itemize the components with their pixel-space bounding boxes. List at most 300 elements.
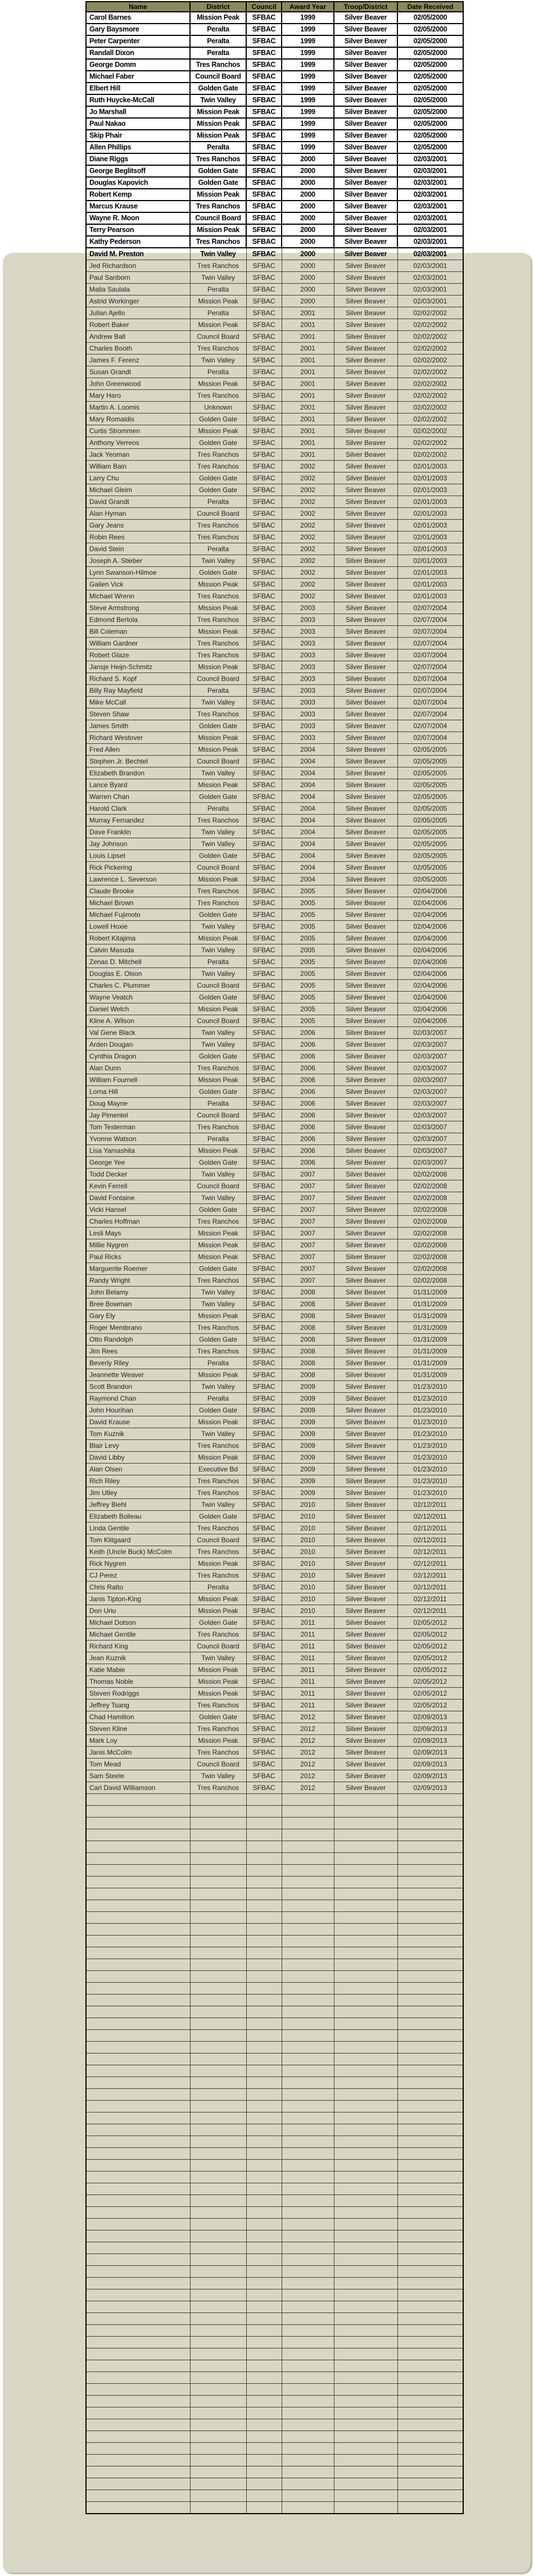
name-cell: Carol Barnes [86,12,190,24]
date-received-cell [397,2148,463,2160]
name-cell [86,2478,190,2490]
troop-district-cell: Silver Beaver [334,355,397,366]
troop-district-cell: Silver Beaver [334,1357,397,1369]
date-received-cell: 01/23/2010 [397,1428,463,1440]
table-row [86,1098,463,1110]
district-cell: Council Board [190,862,246,874]
council-cell [246,2431,282,2443]
date-received-cell: 02/05/2005 [397,815,463,826]
troop-district-cell: Silver Beaver [334,980,397,992]
council-cell [246,2348,282,2360]
name-cell: Paul Nakao [86,118,190,130]
district-cell: Golden Gate [190,1204,246,1216]
name-cell [86,2443,190,2455]
award-year-cell: 2000 [282,201,334,212]
council-cell: SFBAC [246,1759,282,1770]
date-received-cell: 02/03/2007 [397,1027,463,1039]
table-row [86,319,463,331]
name-cell: Don Uriu [86,1605,190,1617]
table-row [86,1169,463,1180]
column-header-district: District [190,2,246,12]
award-year-cell: 2001 [282,366,334,378]
award-year-cell: 2012 [282,1759,334,1770]
district-cell [190,1818,246,1829]
district-cell: Twin Valley [190,1039,246,1051]
council-cell: SFBAC [246,94,282,106]
troop-district-cell: Silver Beaver [334,1251,397,1263]
troop-district-cell [334,2207,397,2219]
award-year-cell [282,1853,334,1865]
council-cell: SFBAC [246,1546,282,1558]
date-received-cell: 02/05/2000 [397,59,463,71]
council-cell: SFBAC [246,296,282,307]
table-row [86,1735,463,1747]
date-received-cell [397,2490,463,2502]
district-cell: Tres Ranchos [190,531,246,543]
troop-district-cell [334,2478,397,2490]
council-cell: SFBAC [246,461,282,473]
council-cell: SFBAC [246,826,282,838]
empty-row [86,2219,463,2230]
table-row [86,1617,463,1629]
name-cell [86,2124,190,2136]
date-received-cell: 02/02/2002 [397,390,463,402]
date-received-cell: 02/05/2012 [397,1664,463,1676]
district-cell [190,2266,246,2278]
council-cell [246,1794,282,1806]
council-cell [246,2018,282,2030]
award-year-cell [282,1794,334,1806]
award-year-cell: 2006 [282,1145,334,1157]
date-received-cell: 02/05/2005 [397,744,463,756]
troop-district-cell [334,2195,397,2207]
date-received-cell: 02/07/2004 [397,673,463,685]
date-received-cell: 02/02/2008 [397,1204,463,1216]
troop-district-cell: Silver Beaver [334,862,397,874]
name-cell: Thomas Noble [86,1676,190,1688]
award-year-cell: 2001 [282,414,334,425]
district-cell: Council Board [190,673,246,685]
troop-district-cell [334,1794,397,1806]
name-cell: Janis McColm [86,1747,190,1759]
column-header-troop-district: Troop/District [334,2,397,12]
award-year-cell: 2005 [282,933,334,944]
troop-district-cell: Silver Beaver [334,236,397,248]
name-cell [86,1936,190,1947]
date-received-cell [397,2195,463,2207]
name-cell: Paul Sanborn [86,272,190,284]
troop-district-cell: Silver Beaver [334,685,397,697]
troop-district-cell [334,1912,397,1924]
date-received-cell: 02/03/2007 [397,1157,463,1169]
troop-district-cell: Silver Beaver [334,992,397,1003]
troop-district-cell: Silver Beaver [334,94,397,106]
name-cell: Bree Bowman [86,1298,190,1310]
council-cell: SFBAC [246,885,282,897]
district-cell [190,2207,246,2219]
award-year-cell: 2005 [282,968,334,980]
district-cell: Tres Ranchos [190,885,246,897]
district-cell [190,2101,246,2112]
council-cell: SFBAC [246,1369,282,1381]
name-cell: Beverly Riley [86,1357,190,1369]
name-cell: Harold Clark [86,803,190,815]
name-cell [86,2065,190,2077]
troop-district-cell: Silver Beaver [334,897,397,909]
name-cell [86,2077,190,2089]
name-cell: Robert Kemp [86,189,190,201]
district-cell: Tres Ranchos [190,708,246,720]
troop-district-cell [334,2101,397,2112]
award-year-cell: 2007 [282,1263,334,1275]
date-received-cell: 02/04/2006 [397,1003,463,1015]
empty-row [86,2396,463,2407]
date-received-cell: 02/03/2001 [397,236,463,248]
name-cell: John Belamy [86,1287,190,1298]
date-received-cell [397,2160,463,2171]
empty-row [86,1912,463,1924]
council-cell: SFBAC [246,1062,282,1074]
table-row [86,661,463,673]
troop-district-cell [334,2360,397,2372]
council-cell: SFBAC [246,1570,282,1582]
table-row [86,520,463,531]
council-cell: SFBAC [246,1558,282,1570]
council-cell: SFBAC [246,1605,282,1617]
table-row [86,1688,463,1700]
council-cell: SFBAC [246,1157,282,1169]
award-year-cell: 2004 [282,803,334,815]
name-cell: Susan Grandt [86,366,190,378]
award-year-cell [282,1971,334,1983]
award-year-cell: 1999 [282,71,334,83]
award-year-cell: 2002 [282,590,334,602]
council-cell: SFBAC [246,1180,282,1192]
district-cell: Council Board [190,1015,246,1027]
award-year-cell: 2006 [282,1086,334,1098]
date-received-cell: 02/12/2011 [397,1534,463,1546]
council-cell [246,2502,282,2514]
name-cell: Otto Randolph [86,1334,190,1346]
council-cell [246,2124,282,2136]
award-year-cell: 2010 [282,1534,334,1546]
award-year-cell [282,2136,334,2148]
district-cell [190,1995,246,2006]
name-cell [86,2183,190,2195]
empty-row [86,2124,463,2136]
name-cell: Millie Nygren [86,1239,190,1251]
award-year-cell [282,2502,334,2514]
district-cell: Council Board [190,212,246,224]
troop-district-cell: Silver Beaver [334,815,397,826]
name-cell [86,2195,190,2207]
name-cell: Jim Utley [86,1487,190,1499]
award-year-cell: 2002 [282,508,334,520]
district-cell: Tres Ranchos [190,1121,246,1133]
council-cell: SFBAC [246,756,282,767]
table-row [86,449,463,461]
table-row [86,212,463,224]
district-cell [190,2490,246,2502]
council-cell: SFBAC [246,1145,282,1157]
district-cell: Tres Ranchos [190,1216,246,1228]
date-received-cell: 01/31/2009 [397,1369,463,1381]
date-received-cell [397,1924,463,1936]
district-cell: Peralta [190,1133,246,1145]
district-cell: Golden Gate [190,484,246,496]
troop-district-cell: Silver Beaver [334,35,397,47]
name-cell [86,1794,190,1806]
date-received-cell: 02/01/2003 [397,461,463,473]
table-row [86,1570,463,1582]
name-cell: Scott Brandon [86,1381,190,1393]
council-cell [246,2360,282,2372]
date-received-cell: 02/03/2001 [397,272,463,284]
table-row [86,992,463,1003]
troop-district-cell: Silver Beaver [334,473,397,484]
date-received-cell: 02/05/2000 [397,12,463,24]
troop-district-cell: Silver Beaver [334,1558,397,1570]
empty-row [86,2195,463,2207]
date-received-cell [397,2065,463,2077]
name-cell [86,1924,190,1936]
council-cell [246,2171,282,2183]
date-received-cell: 02/03/2001 [397,212,463,224]
district-cell [190,2502,246,2514]
date-received-cell: 02/07/2004 [397,661,463,673]
award-year-cell [282,2042,334,2053]
council-cell: SFBAC [246,142,282,153]
troop-district-cell [334,1865,397,1877]
troop-district-cell [334,2301,397,2313]
date-received-cell [397,2124,463,2136]
name-cell: Michael Wrenn [86,590,190,602]
council-cell: SFBAC [246,638,282,649]
name-cell: Tom Kuznik [86,1428,190,1440]
troop-district-cell: Silver Beaver [334,1015,397,1027]
date-received-cell: 02/02/2002 [397,366,463,378]
date-received-cell: 02/12/2011 [397,1593,463,1605]
council-cell: SFBAC [246,212,282,224]
troop-district-cell [334,1900,397,1912]
table-row [86,1145,463,1157]
council-cell: SFBAC [246,1251,282,1263]
council-cell: SFBAC [246,1216,282,1228]
district-cell: Twin Valley [190,1652,246,1664]
troop-district-cell: Silver Beaver [334,1098,397,1110]
district-cell: Mission Peak [190,130,246,142]
troop-district-cell [334,2219,397,2230]
district-cell: Twin Valley [190,1298,246,1310]
award-year-cell: 2011 [282,1664,334,1676]
award-year-cell: 2003 [282,638,334,649]
council-cell [246,2065,282,2077]
table-row [86,296,463,307]
award-year-cell: 2004 [282,838,334,850]
council-cell: SFBAC [246,355,282,366]
name-cell: Rich Riley [86,1475,190,1487]
council-cell [246,2053,282,2065]
date-received-cell: 02/05/2012 [397,1617,463,1629]
table-row [86,1676,463,1688]
district-cell [190,2466,246,2478]
council-cell [246,1841,282,1853]
name-cell: Kevin Ferrell [86,1180,190,1192]
district-cell: Peralta [190,1098,246,1110]
council-cell: SFBAC [246,862,282,874]
award-year-cell [282,2030,334,2042]
award-year-cell: 2011 [282,1641,334,1652]
award-year-cell [282,2112,334,2124]
date-received-cell: 02/03/2007 [397,1074,463,1086]
district-cell: Golden Gate [190,1086,246,1098]
awards-table [85,1,464,2514]
district-cell: Mission Peak [190,1735,246,1747]
council-cell: SFBAC [246,1381,282,1393]
date-received-cell: 02/03/2007 [397,1086,463,1098]
troop-district-cell [334,1936,397,1947]
date-received-cell [397,2455,463,2466]
award-year-cell: 2003 [282,661,334,673]
empty-row [86,2502,463,2514]
council-cell: SFBAC [246,1499,282,1511]
table-row [86,1452,463,1464]
district-cell: Tres Ranchos [190,1275,246,1287]
award-year-cell: 2004 [282,826,334,838]
district-cell [190,2337,246,2348]
district-cell: Mission Peak [190,1593,246,1605]
district-cell: Tres Ranchos [190,390,246,402]
district-cell: Golden Gate [190,1405,246,1416]
award-year-cell [282,1888,334,1900]
troop-district-cell: Silver Beaver [334,106,397,118]
award-year-cell: 2007 [282,1228,334,1239]
name-cell [86,1983,190,1995]
date-received-cell: 02/05/2012 [397,1688,463,1700]
name-cell [86,2419,190,2431]
table-row [86,626,463,638]
date-received-cell: 02/09/2013 [397,1735,463,1747]
date-received-cell: 02/03/2007 [397,1121,463,1133]
district-cell: Golden Gate [190,992,246,1003]
award-year-cell: 2005 [282,885,334,897]
date-received-cell [397,2372,463,2384]
name-cell: James F. Ferenz [86,355,190,366]
troop-district-cell: Silver Beaver [334,1275,397,1287]
name-cell: John Greenwood [86,378,190,390]
district-cell: Golden Gate [190,473,246,484]
district-cell [190,1853,246,1865]
table-row [86,1605,463,1617]
name-cell: Andrew Ball [86,331,190,343]
troop-district-cell: Silver Beaver [334,1405,397,1416]
council-cell: SFBAC [246,1405,282,1416]
council-cell [246,2219,282,2230]
district-cell: Peralta [190,47,246,59]
troop-district-cell: Silver Beaver [334,496,397,508]
award-year-cell: 2012 [282,1735,334,1747]
empty-row [86,1924,463,1936]
district-cell: Twin Valley [190,1428,246,1440]
table-row [86,826,463,838]
name-cell [86,2230,190,2242]
district-cell: Tres Ranchos [190,461,246,473]
council-cell: SFBAC [246,425,282,437]
council-cell: SFBAC [246,708,282,720]
column-header-date-received: Date Received [397,2,463,12]
award-year-cell: 2006 [282,1133,334,1145]
award-year-cell: 2005 [282,921,334,933]
table-row [86,1051,463,1062]
council-cell [246,2278,282,2289]
date-received-cell: 02/02/2002 [397,425,463,437]
empty-row [86,2230,463,2242]
award-year-cell [282,1841,334,1853]
table-row [86,697,463,708]
table-row [86,1381,463,1393]
award-year-cell: 2006 [282,1157,334,1169]
table-row [86,885,463,897]
award-year-cell [282,2301,334,2313]
name-cell: Billy Ray Mayfield [86,685,190,697]
name-cell: Michael Fujimoto [86,909,190,921]
council-cell [246,1936,282,1947]
name-cell: Wayne Veatch [86,992,190,1003]
troop-district-cell: Silver Beaver [334,414,397,425]
empty-row [86,2478,463,2490]
council-cell [246,2101,282,2112]
council-cell: SFBAC [246,189,282,201]
table-row [86,106,463,118]
award-year-cell: 2004 [282,815,334,826]
award-year-cell: 2003 [282,697,334,708]
name-cell: Elizabeth Brandon [86,767,190,779]
name-cell: Diane Riggs [86,153,190,165]
award-year-cell: 2011 [282,1617,334,1629]
award-year-cell [282,2478,334,2490]
empty-row [86,2325,463,2337]
table-row [86,756,463,767]
date-received-cell: 02/12/2011 [397,1499,463,1511]
award-year-cell [282,1924,334,1936]
award-year-cell: 2001 [282,402,334,414]
date-received-cell: 02/01/2003 [397,590,463,602]
table-row [86,1180,463,1192]
award-year-cell [282,1877,334,1888]
council-cell: SFBAC [246,590,282,602]
table-row [86,1759,463,1770]
name-cell: Anthony Verreos [86,437,190,449]
date-received-cell: 02/04/2006 [397,956,463,968]
name-cell: Gailen Vick [86,579,190,590]
date-received-cell: 01/23/2010 [397,1475,463,1487]
date-received-cell: 02/07/2004 [397,708,463,720]
date-received-cell [397,2230,463,2242]
troop-district-cell: Silver Beaver [334,803,397,815]
date-received-cell: 02/02/2008 [397,1216,463,1228]
award-year-cell: 2012 [282,1782,334,1794]
council-cell: SFBAC [246,1593,282,1605]
council-cell: SFBAC [246,1641,282,1652]
council-cell: SFBAC [246,815,282,826]
district-cell: Golden Gate [190,165,246,177]
date-received-cell: 02/05/2005 [397,862,463,874]
district-cell: Mission Peak [190,874,246,885]
name-cell: Jack Yeoman [86,449,190,461]
council-cell: SFBAC [246,390,282,402]
council-cell: SFBAC [246,1298,282,1310]
district-cell: Mission Peak [190,1310,246,1322]
